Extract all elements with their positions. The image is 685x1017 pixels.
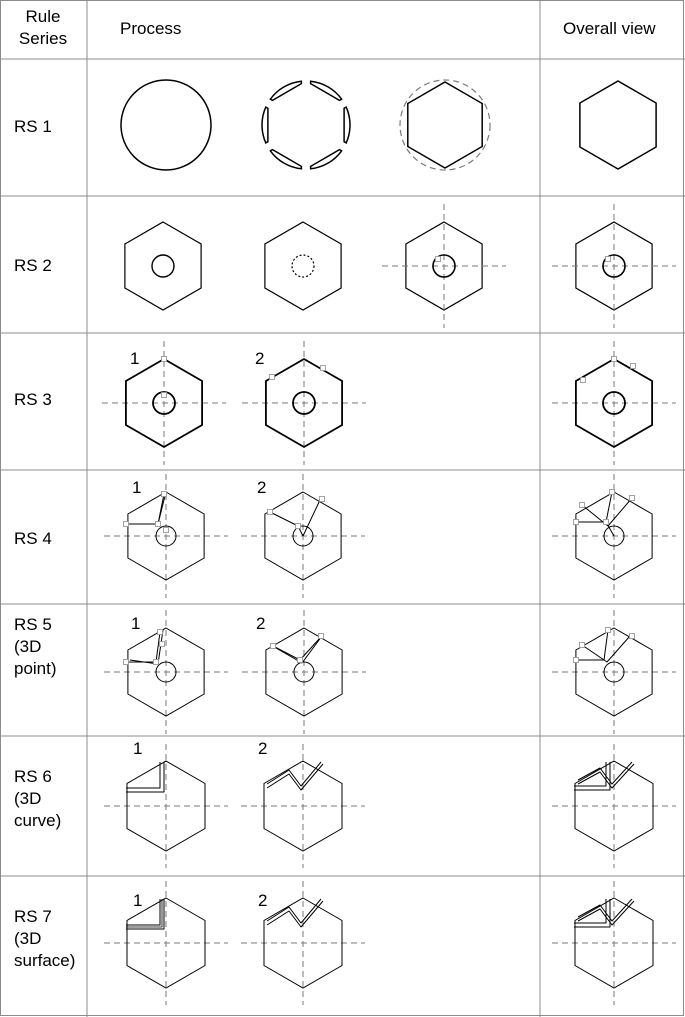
rs4-marker-1b [156, 522, 161, 527]
rs7-step-1: 1 [133, 891, 143, 910]
rs3-marker-2a [270, 375, 275, 380]
row-label-rs3 [14, 389, 86, 411]
row-label-rs7 [14, 906, 86, 972]
rs1-drawings [121, 80, 656, 170]
rs5-marker-oc [606, 628, 611, 633]
rs6-label-line-2: (3D [14, 789, 42, 808]
rs4-marker-oa [574, 520, 579, 525]
rs5-marker-1c [154, 660, 159, 665]
rs1-circle [121, 80, 211, 170]
rs2-marker-3 [436, 257, 441, 262]
rs5-label-line-2: (3D [14, 637, 42, 656]
rs4-marker-1a [124, 522, 129, 527]
rs3-marker-oa [612, 357, 617, 362]
rs7-label-line-1: RS 7 [14, 907, 52, 926]
rs4-link-1a [126, 494, 164, 524]
rs4-marker-oc [610, 490, 615, 495]
rs6-drawings [104, 744, 676, 868]
rs2-label-line-1: RS 2 [14, 256, 52, 275]
rs3-marker-ob [581, 378, 586, 383]
rs4-marker-ob [580, 503, 585, 508]
rs7-curve-1a [126, 899, 160, 925]
rs2-hexagon-1 [125, 222, 201, 310]
rs1-hexagon-overall [580, 81, 656, 169]
rs6-step-2: 2 [258, 739, 268, 758]
rs7-drawings [104, 881, 676, 1005]
row-label-rs2 [14, 255, 86, 277]
rs5-marker-2a [271, 644, 276, 649]
rs5-drawings [104, 610, 676, 734]
rs7-curve-oc [578, 899, 632, 921]
rs6-label-line-3: curve) [14, 811, 62, 830]
rs3-marker-2b [321, 366, 326, 371]
row-label-rs6 [14, 766, 86, 832]
rs5-marker-oa [574, 658, 579, 663]
rs5-step-1: 1 [131, 614, 141, 633]
rs6-step-1: 1 [133, 739, 143, 758]
row-label-rs1 [14, 116, 86, 138]
rs5-marker-1b [158, 630, 163, 635]
rs4-marker-2a [268, 510, 273, 515]
header-rule-series-line-1: Rule [25, 7, 61, 26]
rs6-curve-oc [578, 762, 632, 784]
rs4-marker-1c [162, 492, 167, 497]
row-label-rs5 [14, 614, 86, 680]
rs4-marker-od [630, 496, 635, 501]
rs1-dashed-circle [400, 80, 490, 170]
rs5-marker-2c [298, 658, 303, 663]
table-border [1, 1, 684, 1016]
rs3-label-line-1: RS 3 [14, 390, 52, 409]
rs5-label-line-3: point) [14, 659, 57, 678]
rs2-hexagon-2 [265, 222, 341, 310]
rs5-marker-1a [124, 660, 129, 665]
rs4-label-line-1: RS 4 [14, 529, 52, 548]
rs4-step-2: 2 [257, 478, 267, 497]
rs1-label-line-1: RS 1 [14, 117, 52, 136]
rs4-marker-2b [320, 497, 325, 502]
rs7-label-line-3: surface) [14, 951, 76, 970]
rs3-marker-1b [162, 393, 167, 398]
rs1-segment-5 [262, 107, 268, 143]
rs6-label-line-1: RS 6 [14, 767, 52, 786]
rs4-step-1: 1 [132, 478, 142, 497]
rs3-step-2: 2 [255, 349, 265, 368]
rs1-segment-3 [311, 150, 342, 169]
rs5-marker-od [630, 634, 635, 639]
rs4-marker-2c [296, 524, 301, 529]
rs5-step-2: 2 [256, 614, 266, 633]
row-label-rs4 [14, 528, 86, 550]
rs2-hole-dashed [292, 255, 314, 277]
header-rule-series-line-2: Series [18, 29, 68, 48]
rs5-label-line-1: RS 5 [14, 615, 52, 634]
header-process: Process [120, 19, 182, 38]
rs2-drawings [125, 204, 676, 328]
rs4-drawings [104, 474, 676, 598]
rs1-segment-2 [344, 107, 350, 143]
rs3-drawings [102, 341, 676, 465]
rs1-segment-4 [270, 150, 301, 169]
rs7-step-2: 2 [258, 891, 268, 910]
rs3-marker-1a [162, 357, 167, 362]
rs1-segment-6 [270, 81, 301, 100]
rs6-curve-1a [126, 762, 160, 788]
rs5-link-ob [582, 636, 630, 662]
rs4-marker-1d [164, 528, 169, 533]
rs5-link-1a [126, 632, 160, 662]
rs5-marker-2b [319, 634, 324, 639]
rs3-step-1: 1 [130, 349, 140, 368]
rs5-marker-1d [160, 642, 165, 647]
header-rule-series [0, 6, 86, 50]
rs4-marker-oe [604, 520, 609, 525]
rs1-segment-1 [311, 81, 342, 100]
header-overall-view: Overall view [563, 19, 656, 38]
rs2-marker-overall [606, 257, 611, 262]
rs5-marker-ob [580, 643, 585, 648]
rs3-marker-oc [631, 364, 636, 369]
rs7-label-line-2: (3D [14, 929, 42, 948]
rs2-hole-1 [152, 255, 174, 277]
rs1-hexagon-step3 [408, 82, 482, 168]
